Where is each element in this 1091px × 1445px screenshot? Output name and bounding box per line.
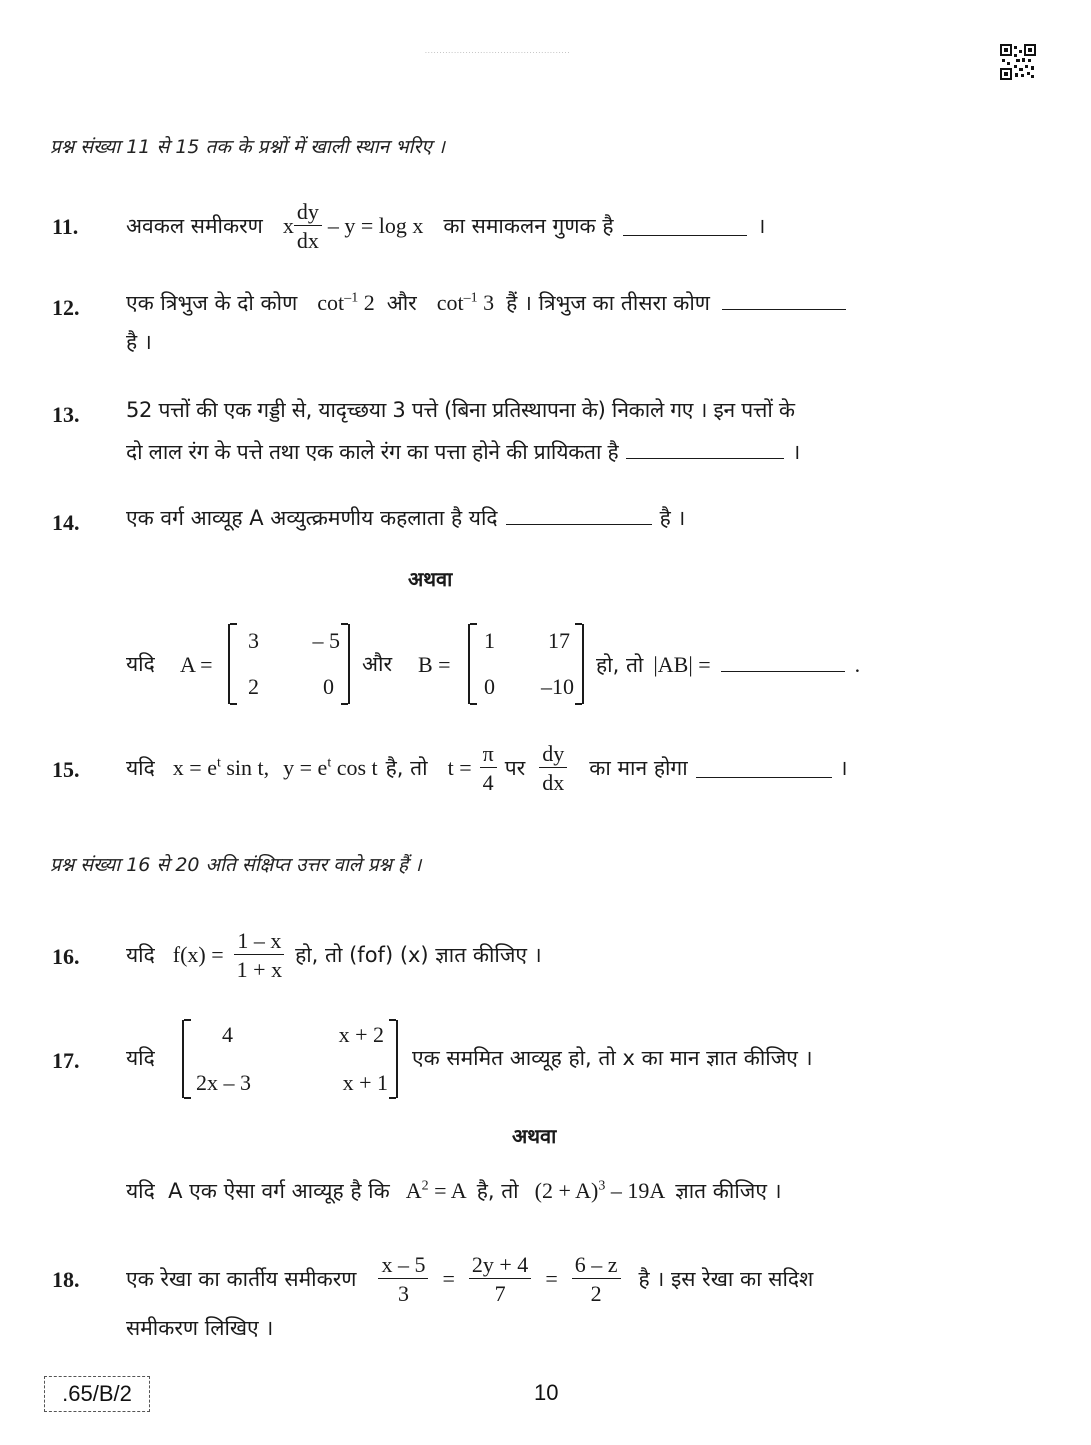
- q14-alt-then: हो, तो: [596, 653, 644, 677]
- section-instruction-2: प्रश्न संख्या 16 से 20 अति संक्षिप्त उत्तर वाले प्रश्न हैं ।: [50, 854, 422, 876]
- question-16: [126, 925, 542, 985]
- q11-eq-x: x: [282, 213, 294, 238]
- q16-fx: f(x) =: [172, 942, 224, 967]
- matrix-17-cell: x + 1: [342, 1070, 388, 1095]
- q15-end: ।: [839, 755, 848, 780]
- q14-alt-end: .: [854, 652, 861, 677]
- matrix-a-cell: 2: [248, 674, 259, 699]
- q14-or-heading: अथवा: [408, 567, 453, 591]
- q14-text: एक वर्ग आव्यूह A अव्युत्क्रमणीय कहलाता है यदि: [126, 506, 498, 530]
- q14-answer-blank: [506, 523, 652, 525]
- question-18: [126, 1248, 813, 1310]
- matrix-17: [182, 1020, 398, 1098]
- q14-alt-b-label: B =: [418, 652, 451, 677]
- paper-code: .65/B/2: [62, 1381, 132, 1406]
- q13-answer-blank: [626, 457, 784, 459]
- question-11: [126, 196, 765, 256]
- question-number-13: 13.: [52, 402, 80, 427]
- q13-line-2: दो लाल रंग के पत्ते तथा एक काले रंग का पत्ता होने की प्रायिकता है: [126, 440, 619, 464]
- matrix-b: [468, 624, 584, 704]
- q14-alt-and: और: [362, 652, 393, 676]
- q15-pi-over-4: $\frac{\pi}{4}$: [480, 742, 497, 794]
- matrix-17-cell: x + 2: [338, 1022, 384, 1047]
- q12-text-3: है ।: [126, 330, 152, 354]
- q14-alt-if: यदि: [126, 652, 155, 676]
- q12-angle-1: $\cot^{-1} 2$: [317, 290, 375, 315]
- q18-tail: है । इस रेखा का सदिश: [638, 1266, 814, 1291]
- q11-end: ।: [757, 213, 766, 238]
- q15-t-eq: t =: [447, 755, 472, 780]
- matrix-a: [228, 624, 350, 704]
- q17-if: यदि: [126, 1046, 155, 1070]
- q12-answer-blank: [722, 308, 846, 310]
- question-number-17: 17.: [52, 1048, 80, 1073]
- page-number: 10: [534, 1380, 559, 1405]
- matrix-b-cell: 17: [548, 628, 570, 653]
- q16-tail: हो, तो (fof) (x) ज्ञात कीजिए ।: [295, 942, 542, 967]
- q14-alt-answer-blank: [721, 670, 845, 672]
- question-number-16: 16.: [52, 944, 80, 969]
- q16-fraction: $\frac{1 - x}{1 + x}$: [234, 929, 285, 981]
- q14-alt-tail: [596, 654, 860, 676]
- matrix-b-cell: 1: [484, 628, 495, 653]
- question-number-18: 18.: [52, 1267, 80, 1292]
- q13-line-1: 52 पत्तों की एक गड्डी से, यादृच्छया 3 पत्ते (बिना प्रतिस्थापना के) निकाले गए । इन पत्तों के: [126, 398, 795, 422]
- q18-equals-2: =: [545, 1266, 558, 1291]
- q11-answer-blank: [623, 234, 747, 236]
- q15-y-eq: $y = e^t$ cos t: [283, 755, 378, 780]
- question-12: [126, 292, 846, 314]
- q12-text-1: एक त्रिभुज के दो कोण: [126, 291, 298, 315]
- q15-hai-to: है, तो: [385, 755, 428, 780]
- q14-alt-a-label: A =: [180, 652, 213, 677]
- q18-fraction-3: $\frac{6 - z}{2}$: [572, 1253, 621, 1305]
- q13-end: ।: [792, 440, 801, 464]
- q15-par: पर: [504, 755, 526, 780]
- q11-tail: का समाकलन गुणक है: [443, 213, 614, 238]
- q17-alt-mid: है, तो: [476, 1179, 519, 1203]
- matrix-a-cell: 3: [248, 628, 259, 653]
- q11-text: अवकल समीकरण: [126, 213, 263, 238]
- q15-derivative: $\frac{dy}{dx}$: [539, 742, 567, 794]
- q18-line-2: समीकरण लिखिए ।: [126, 1316, 274, 1340]
- q16-if: यदि: [126, 942, 155, 967]
- q17-alt: [126, 1180, 782, 1202]
- q18-equals-1: =: [442, 1266, 455, 1291]
- matrix-17-cell: 2x – 3: [196, 1070, 251, 1095]
- q12-and: और: [386, 291, 417, 315]
- q14-alt-ab: |AB| =: [653, 652, 711, 677]
- q17-tail: एक सममित आव्यूह हो, तो x का मान ज्ञात कीजिए ।: [412, 1046, 813, 1070]
- question-number-15: 15.: [52, 757, 80, 782]
- q18-fraction-1: $\frac{x - 5}{3}$: [378, 1253, 428, 1305]
- paper-code-box: [44, 1376, 150, 1412]
- question-number-12: 12.: [52, 295, 80, 320]
- q11-eq-rest: – y = log x: [327, 213, 424, 238]
- q12-angle-2: $\cot^{-1} 3$: [436, 290, 495, 315]
- q11-derivative: $\frac{dy}{dx}$: [294, 200, 322, 252]
- matrix-a-cell: 0: [323, 674, 334, 699]
- qr-code-icon: [1000, 44, 1036, 80]
- matrix-b-cell: 0: [484, 674, 495, 699]
- q17-alt-a2: $A^2 = A$: [405, 1178, 467, 1203]
- matrix-b-cell: –10: [541, 674, 574, 699]
- q13-line-2-wrap: [126, 442, 800, 463]
- q17-or-heading: अथवा: [512, 1124, 557, 1148]
- matrix-17-cell: 4: [222, 1022, 233, 1047]
- section-instruction-1: प्रश्न संख्या 11 से 15 तक के प्रश्नों में खाली स्थान भरिए ।: [50, 136, 445, 158]
- q15-tail: का मान होगा: [589, 755, 688, 780]
- header-watermark: ··················································: [425, 50, 571, 57]
- q15-answer-blank: [696, 776, 832, 778]
- q15-x-eq: $x = e^t$ sin t,: [172, 755, 270, 780]
- question-number-14: 14.: [52, 510, 80, 535]
- q17-alt-pre: यदि A एक ऐसा वर्ग आव्यूह है कि: [126, 1179, 390, 1203]
- q18-fraction-2: $\frac{2y + 4}{7}$: [469, 1253, 531, 1305]
- question-15: [126, 738, 848, 798]
- question-number-11: 11.: [52, 214, 79, 239]
- q15-if: यदि: [126, 755, 155, 780]
- matrix-a-cell: – 5: [312, 628, 340, 653]
- q17-alt-expr: $(2 + A)^3 - 19A$: [534, 1178, 666, 1203]
- q18-text: एक रेखा का कार्तीय समीकरण: [126, 1266, 357, 1291]
- question-14: [126, 508, 685, 529]
- q14-tail: है ।: [659, 506, 686, 530]
- q17-alt-end: ज्ञात कीजिए ।: [675, 1179, 782, 1203]
- q12-text-2: हैं । त्रिभुज का तीसरा कोण: [506, 291, 710, 315]
